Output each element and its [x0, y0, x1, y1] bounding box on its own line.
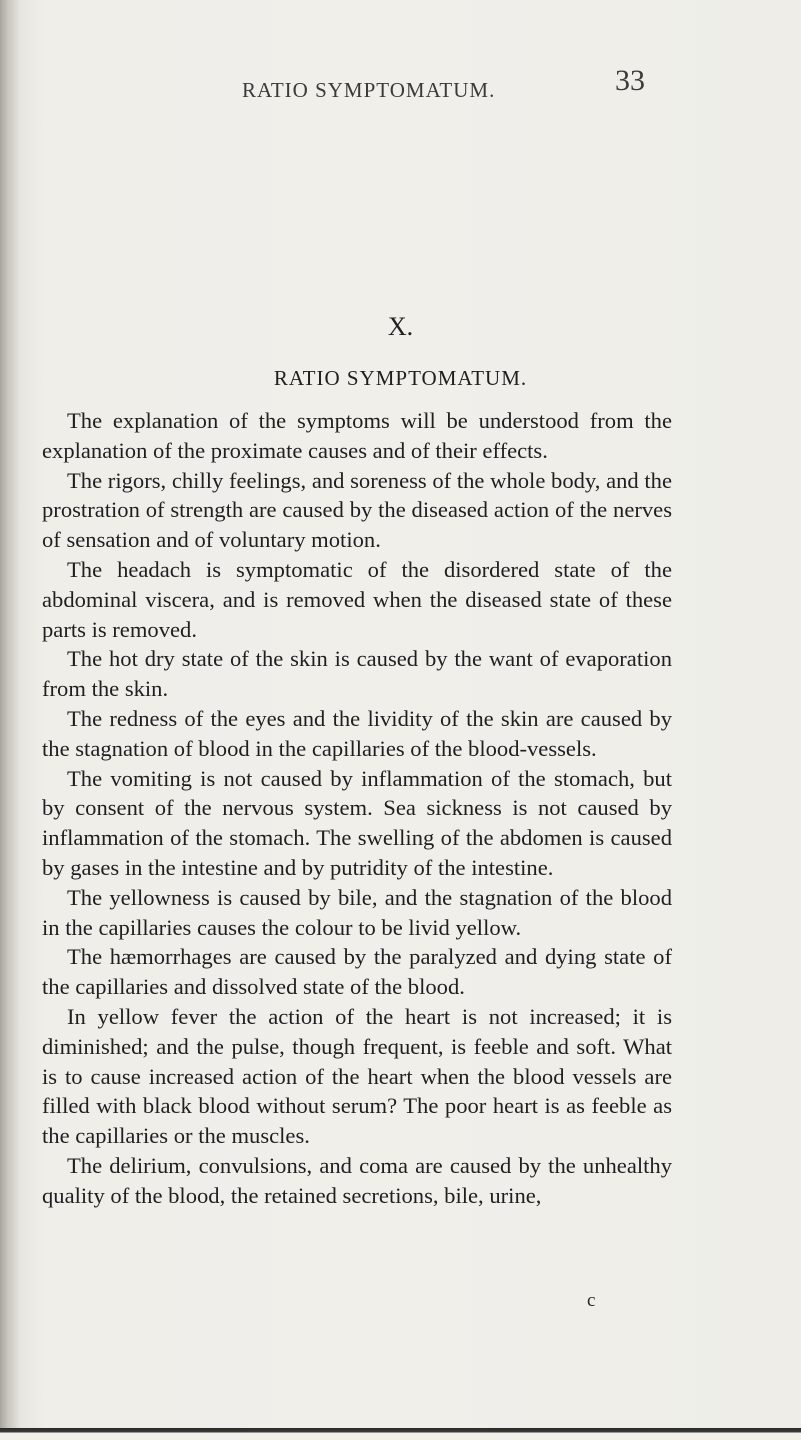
- paragraph: The yellowness is caused by bile, and the stagnation of the blood in the capillaries causes the colour to be livid yellow.: [42, 884, 672, 940]
- paragraph: The explanation of the symptoms will be understood from the explanation of the proximate causes and of their effects.: [42, 408, 672, 463]
- body-text: [42, 406, 672, 1211]
- chapter-numeral: X.: [387, 312, 414, 341]
- binding-shadow: [0, 0, 20, 1440]
- page-number: 33: [615, 64, 645, 97]
- paragraph: The hæmorrhages are caused by the paralyzed and dying state of the capillaries and dissolved state of the blood.: [42, 944, 672, 1000]
- paragraph: In yellow fever the action of the heart is not increased; it is diminished; and the pulse, though frequent, is feeble and soft. What is to cause increased action of the heart when the blood vessels are filled with black blood without serum? The poor heart is as feeble as the capillaries or the muscles.: [42, 1003, 672, 1149]
- paragraph: The vomiting is not caused by inflammation of the stomach, but by consent of the nervous system. Sea sickness is not caused by inflammation of the stomach. The swelling of the abdomen is caused by gases in the intestine and by putridity of the intestine.: [42, 765, 672, 880]
- paragraph: The hot dry state of the skin is caused by the want of evaporation from the skin.: [42, 646, 672, 702]
- paragraph: The headach is symptomatic of the disordered state of the abdominal viscera, and is removed when the diseased state of these parts is removed.: [42, 556, 672, 642]
- paragraph: The delirium, convulsions, and coma are caused by the unhealthy quality of the blood, the retained secretions, bile, urine,: [42, 1152, 672, 1208]
- page-bottom-edge: [0, 1428, 801, 1440]
- paragraph: The rigors, chilly feelings, and soreness of the whole body, and the prostration of strength are caused by the diseased action of the nerves of sensation and of voluntary motion.: [42, 467, 672, 553]
- running-head: RATIO SYMPTOMATUM.: [242, 78, 496, 102]
- paragraph: The redness of the eyes and the lividity of the skin are caused by the stagnation of blood in the capillaries of the blood-vessels.: [42, 705, 672, 761]
- chapter-title: RATIO SYMPTOMATUM.: [273, 366, 528, 390]
- signature-mark: c: [587, 1290, 596, 1311]
